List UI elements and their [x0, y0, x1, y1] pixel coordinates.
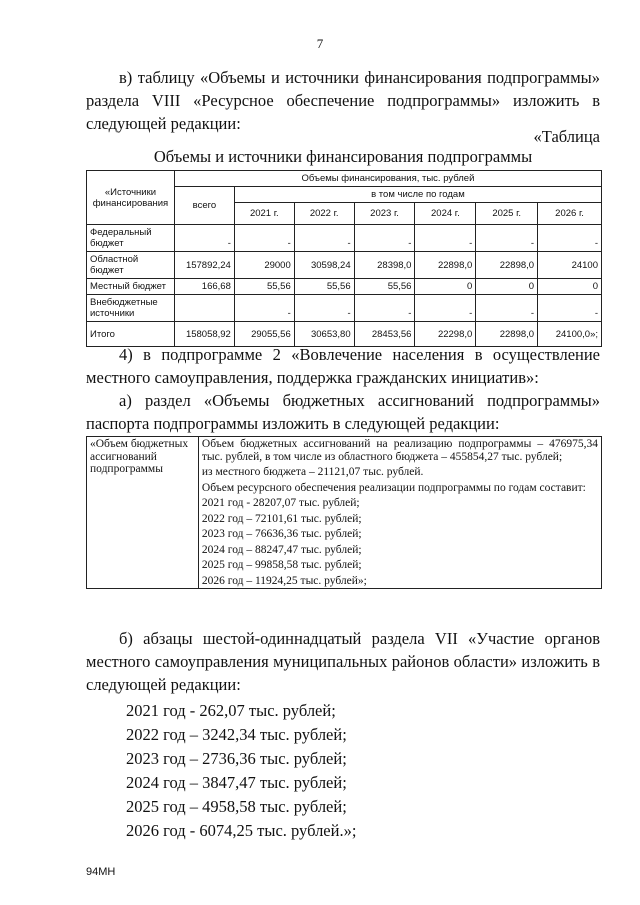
table-cell: - [415, 295, 476, 322]
passport-left-cell: «Объем бюджетных ассигнований подпрограммы [87, 437, 199, 589]
table-cell: 0 [415, 279, 476, 295]
year-line: 2025 год – 4958,58 тыс. рублей; [126, 797, 347, 816]
passport-line: 2024 год – 88247,47 тыс. рублей; [201, 543, 362, 556]
table-cell: 28453,56 [354, 322, 415, 347]
table-cell: 158058,92 [174, 322, 234, 347]
table-row [87, 225, 602, 252]
table-cell: 55,56 [294, 279, 354, 295]
table-cell: 157892,24 [174, 252, 234, 279]
table-cell: 0 [476, 279, 538, 295]
passport-line: 2021 год - 28207,07 тыс. рублей; [201, 497, 360, 509]
header-year: 2023 г. [354, 203, 415, 225]
table-cell: - [476, 295, 538, 322]
table-row [87, 252, 602, 279]
table-cell: 22898,0 [415, 252, 476, 279]
table-cell: - [354, 225, 415, 252]
header-by-years: в том числе по годам [234, 187, 601, 203]
table-cell: 22898,0 [476, 252, 538, 279]
paragraph-v: в) таблицу «Объемы и источники финансирования подпрограммы» раздела VIII «Ресурсное обеспечение подпрограммы» изложить в следующей редакции: [86, 68, 600, 133]
passport-line: 2023 год – 76636,36 тыс. рублей; [201, 528, 362, 540]
table-header-row [87, 171, 602, 187]
passport-right-cell [198, 437, 601, 589]
table-cell: - [294, 295, 354, 322]
row-label: Внебюджетные источники [87, 295, 175, 322]
table-cell: 166,68 [174, 279, 234, 295]
table-cell: 29000 [234, 252, 294, 279]
passport-line: 2026 год – 11924,25 тыс. рублей»; [201, 574, 367, 587]
table-row [87, 279, 602, 295]
header-year: 2026 г. [538, 203, 602, 225]
row-label: Местный бюджет [87, 279, 175, 295]
passport-line: 2025 год – 99858,58 тыс. рублей; [201, 559, 362, 571]
header-year: 2025 г. [476, 203, 538, 225]
passport-row [87, 437, 602, 589]
row-label: Областной бюджет [87, 252, 175, 279]
table-cell: - [415, 225, 476, 252]
table-row [87, 295, 602, 322]
passport-line: из местного бюджета – 21121,07 тыс. рублей. [201, 466, 424, 478]
passport-line: Объем ресурсного обеспечения реализации подпрограммы по годам составит: [201, 481, 586, 494]
header-year: 2024 г. [415, 203, 476, 225]
header-source: «Источники финансирования [87, 171, 175, 225]
table-cell: 24100,0»; [538, 322, 602, 347]
table-label: «Таблица [533, 127, 600, 146]
year-line: 2022 год – 3242,34 тыс. рублей; [126, 725, 347, 744]
paragraph-a: а) раздел «Объемы бюджетных ассигнований подпрограммы» паспорта подпрограммы изложить в следующей редакции: [86, 391, 600, 433]
table-cell: 30598,24 [294, 252, 354, 279]
table-cell: 30653,80 [294, 322, 354, 347]
table-cell: - [476, 225, 538, 252]
table-cell: 22298,0 [415, 322, 476, 347]
table-cell: 29055,56 [234, 322, 294, 347]
document-code: 94МН [86, 866, 116, 878]
table-cell: 22898,0 [476, 322, 538, 347]
table-title: Объемы и источники финансирования подпрограммы [153, 147, 533, 166]
table-cell: - [234, 295, 294, 322]
header-volume: Объемы финансирования, тыс. рублей [174, 171, 601, 187]
row-label: Федеральный бюджет [87, 225, 175, 252]
page-number: 7 [316, 36, 324, 51]
passport-line: 2022 год – 72101,61 тыс. рублей; [201, 512, 362, 525]
table-cell: 0 [538, 279, 602, 295]
table-cell: - [234, 225, 294, 252]
table-cell: - [174, 225, 234, 252]
table-cell [174, 295, 234, 322]
table-cell: - [538, 225, 602, 252]
year-line: 2023 год – 2736,36 тыс. рублей; [126, 749, 347, 768]
year-line: 2021 год - 262,07 тыс. рублей; [126, 701, 336, 720]
header-year: 2022 г. [294, 203, 354, 225]
paragraph-4: 4) в подпрограмме 2 «Вовлечение населения в осуществление местного самоуправления, поддержка гражданских инициатив»: [86, 345, 600, 387]
table-cell: 24100 [538, 252, 602, 279]
header-total: всего [174, 187, 234, 225]
passport-line: Объем бюджетных ассигнований на реализацию подпрограммы – 476975,34 тыс. рублей, в том числе из областного бюджета – 455854,27 тыс. рублей; [201, 438, 598, 463]
table-cell: - [354, 295, 415, 322]
table-cell: - [294, 225, 354, 252]
table-cell: 55,56 [354, 279, 415, 295]
row-label: Итого [87, 322, 175, 347]
table-cell: 28398,0 [354, 252, 415, 279]
financing-table [86, 170, 602, 347]
passport-table [86, 436, 602, 589]
table-cell: - [538, 295, 602, 322]
table-cell: 55,56 [234, 279, 294, 295]
header-year: 2021 г. [234, 203, 294, 225]
year-line: 2026 год - 6074,25 тыс. рублей.»; [126, 821, 357, 840]
year-line: 2024 год – 3847,47 тыс. рублей; [126, 773, 347, 792]
paragraph-b: б) абзацы шестой-одиннадцатый раздела VII «Участие органов местного самоуправления муниципальных районов области» изложить в следующей редакции: [86, 629, 600, 694]
